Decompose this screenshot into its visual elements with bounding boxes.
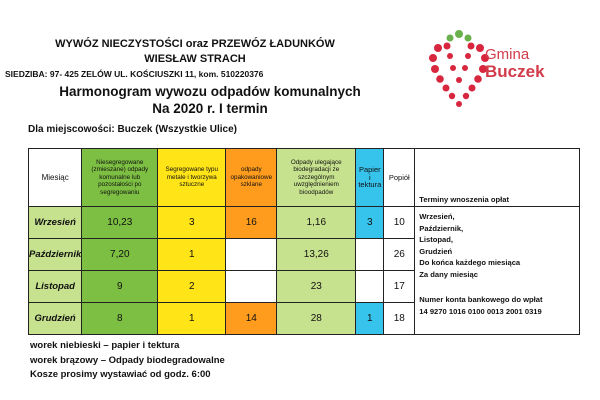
ash-cell: 17 (384, 271, 415, 303)
header-mixed: Niesegregowane (zmieszane) odpady komunalne lub pozostałości po segregowaniu (82, 149, 158, 207)
payment-month: Listopad, (419, 235, 454, 244)
logo-dot (444, 43, 451, 50)
ash-cell: 18 (384, 303, 415, 335)
note-brown-bag: worek brązowy – Odpady biodegradowalne (30, 354, 225, 366)
header-payment: Terminy wnoszenia opłat (415, 149, 580, 207)
logo-dot (443, 85, 450, 92)
logo-dot (476, 44, 484, 52)
paper-cell (356, 239, 384, 271)
month-cell: Listopad (29, 271, 82, 303)
glass-cell: 16 (226, 207, 277, 239)
logo-dot (469, 85, 476, 92)
metal-plastic-cell: 1 (158, 303, 226, 335)
ash-cell: 10 (384, 207, 415, 239)
logo-text-buczek: Buczek (485, 62, 545, 81)
schedule-year: Na 2020 r. I termin (152, 101, 268, 116)
paper-cell: 1 (356, 303, 384, 335)
glass-cell (226, 271, 277, 303)
metal-plastic-cell: 2 (158, 271, 226, 303)
header-metal-plastic: Segregowane typu metale i tworzywa sztuczne (158, 149, 226, 207)
logo-dot (456, 77, 462, 83)
header-month: Miesiąc (29, 149, 82, 207)
logo-dot (449, 93, 455, 99)
payment-month: Październik, (419, 223, 464, 233)
header-ash: Popiół (384, 149, 415, 207)
month-cell: Październik (29, 239, 82, 271)
company-address: SIEDZIBA: 97- 425 ZELÓW UL. KOŚCIUSZKI 11, kom. 510220376 (5, 69, 264, 79)
location-line: Dla miejscowości: Buczek (Wszystkie Ulice) (28, 124, 237, 135)
metal-plastic-cell: 3 (158, 207, 226, 239)
logo-dot (436, 75, 444, 83)
mixed-cell: 8 (82, 303, 158, 335)
glass-cell: 14 (226, 303, 277, 335)
month-cell: Wrzesień (29, 207, 82, 239)
payment-period: Za dany miesiąc (419, 269, 478, 279)
company-name: WYWÓZ NIECZYSTOŚCI oraz PRZEWÓZ ŁADUNKÓW (55, 38, 335, 50)
mixed-cell: 10,23 (82, 207, 158, 239)
logo-dot (429, 54, 437, 62)
payment-month: Grudzień (419, 246, 453, 256)
ash-cell: 26 (384, 239, 415, 271)
logo-dot (431, 65, 439, 73)
account-label: Numer konta bankowego do wpłat (419, 295, 543, 304)
header-bio: Odpady ulegające biodegradacji ze szczególnym uwzględnieniem bioodpadów (277, 149, 356, 207)
mixed-cell: 7,20 (82, 239, 158, 271)
header-paper: Papier i tektura (356, 149, 384, 207)
logo-dot (465, 35, 472, 42)
note-blue-bag: worek niebieski – papier i tektura (30, 340, 180, 351)
bio-cell: 23 (277, 271, 356, 303)
logo-dots (429, 30, 489, 107)
bio-cell: 13,26 (277, 239, 356, 271)
logo-dot (468, 43, 475, 50)
bio-cell: 1,16 (277, 207, 356, 239)
logo-dot (474, 75, 482, 83)
account-number: 14 9270 1016 0100 0013 2001 0319 (419, 306, 542, 316)
month-cell: Grudzień (29, 303, 82, 335)
metal-plastic-cell: 1 (158, 239, 226, 271)
logo-dot (447, 35, 454, 42)
logo-dot (463, 93, 469, 99)
logo-dot (455, 30, 463, 38)
mixed-cell: 9 (82, 271, 158, 303)
payment-month: Wrzesień, (419, 212, 455, 221)
bio-cell: 28 (277, 303, 356, 335)
payment-deadline: Do końca każdego miesiąca (419, 258, 521, 267)
paper-cell (356, 271, 384, 303)
glass-cell (226, 239, 277, 271)
table-row (29, 207, 580, 239)
schedule-title: Harmonogram wywozu odpadów komunalnych (59, 84, 361, 99)
logo-text-gmina: Gmina (485, 46, 530, 63)
logo-dot (462, 65, 468, 71)
notes (30, 339, 225, 383)
paper-cell: 3 (356, 207, 384, 239)
header-row (29, 149, 580, 207)
logo-dot (447, 53, 453, 59)
payment-info (415, 207, 580, 335)
logo-dot (434, 44, 442, 52)
note-bins-time: Kosze prosimy wystawiać od godz. 6:00 (30, 369, 211, 380)
logo-dot (465, 53, 471, 59)
header-glass: odpady opakowaniowe szklane (226, 149, 277, 207)
schedule-table (28, 148, 580, 335)
owner-name: WIESŁAW STRACH (144, 53, 246, 65)
logo-dot (456, 101, 462, 107)
logo-dot (450, 65, 456, 71)
